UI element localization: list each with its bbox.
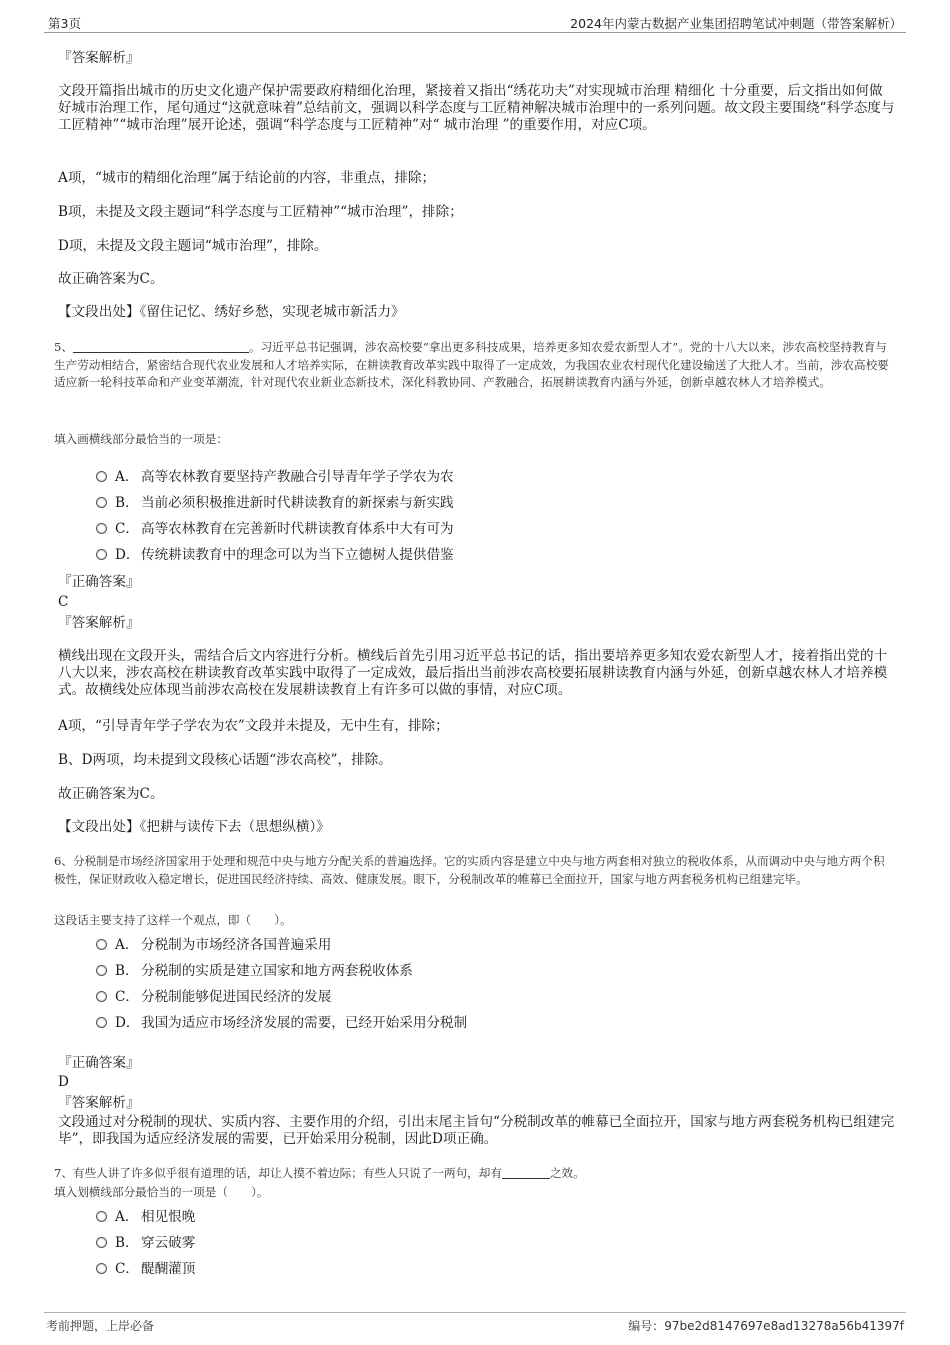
q5-option-bd-analysis: B、D两项，均未提到文段核心话题“涉农高校”，排除。 [58,752,392,768]
radio-icon[interactable] [96,991,107,1002]
radio-icon[interactable] [96,965,107,976]
q5-prompt: 填入画横线部分最恰当的一项是： [54,432,228,446]
q4-conclusion: 故正确答案为C。 [58,271,164,287]
q5-number: 5、 [54,340,73,354]
q7-question-text: 7、有些人讲了许多似乎很有道理的话，却让人摸不着边际；有些人只说了一两句，却有 之效。 [54,1166,585,1180]
radio-icon[interactable] [96,471,107,482]
q4-option-a-analysis: A项，“城市的精细化治理”属于结论前的内容，非重点，排除； [58,170,436,186]
q5-option-a[interactable]: A． 高等农林教育要坚持产教融合引导青年学子学农为农 [96,468,454,486]
radio-icon[interactable] [96,497,107,508]
q6-option-a[interactable]: A． 分税制为市场经济各国普遍采用 [96,936,331,954]
q5-option-a-analysis: A项，“引导青年学子学农为农”文段并未提及，无中生有，排除； [58,718,449,734]
q5-analysis-label: 『答案解析』 [58,615,140,631]
q5-answer: C [58,594,69,610]
q7-option-c[interactable]: C． 醍醐灌顶 [96,1260,195,1278]
page-footer [44,1312,906,1337]
radio-icon[interactable] [96,523,107,534]
q5-answer-label: 『正确答案』 [58,574,140,590]
q5-conclusion: 故正确答案为C。 [58,786,164,802]
q6-option-b[interactable]: B． 分税制的实质是建立国家和地方两套税收体系 [96,962,413,980]
q5-option-c[interactable]: C． 高等农林教育在完善新时代耕读教育体系中大有可为 [96,520,454,538]
radio-icon[interactable] [96,939,107,950]
q6-prompt: 这段话主要支持了这样一个观点，即（ ）。 [54,913,292,927]
q5-blank [73,340,249,353]
radio-icon[interactable] [96,1237,107,1248]
q7-option-a[interactable]: A． 相见恨晚 [96,1208,195,1226]
q6-question-text: 6、分税制是市场经济国家用于处理和规范中央与地方分配关系的普遍选择。它的实质内容是建立中央与地方两套相对独立的税收体系，从而调动中央与地方两个积极性，保证财政收入稳定增长，促进国民经济持续、高效、健康发展。眼下，分税制改革的帷幕已全面拉开，国家与地方两套税务机构已组建完毕。 [54,854,885,886]
q6-analysis-text: 文段通过对分税制的现状、实质内容、主要作用的介绍，引出末尾主旨句“分税制改革的帷幕已全面拉开，国家与地方两套税务机构已组建完毕”，即我国为适应经济发展的需要，已开始采用分税制，因此D项正确。 [58,1114,895,1147]
q5-option-d[interactable]: D． 传统耕读教育中的理念可以为当下立德树人提供借鉴 [96,546,454,564]
q6-option-d[interactable]: D． 我国为适应市场经济发展的需要，已经开始采用分税制 [96,1014,467,1032]
q6-answer: D [58,1074,69,1090]
footer-slogan: 考前押题，上岸必备 [46,1319,155,1333]
q7-prompt: 填入划横线部分最恰当的一项是（ ）。 [54,1185,269,1199]
document-title: 2024年内蒙古数据产业集团招聘笔试冲刺题（带答案解析） [570,16,902,31]
q5-passage: 。习近平总书记强调，涉农高校要“拿出更多科技成果，培养更多知农爱农新型人才”。党的十八大以来，涉农高校坚持教育与生产劳动相结合，紧密结合现代农业发展和人才培养实际，在耕读教育改革实践中取得了一定成效，为我国农业农村现代化建设输送了大批人才。当前，涉农高校要适应新一轮科技革命和产业变革潮流，针对现代农业新业态新技术，深化科教协同、产教融合，拓展耕读教育内涵与外延，创新卓越农林人才培养模式。 [54,340,889,389]
q4-option-b-analysis: B项，未提及文段主题词“科学态度与工匠精神”“城市治理”，排除； [58,204,463,220]
radio-icon[interactable] [96,549,107,560]
page-header [44,14,906,33]
q5-option-b[interactable]: B． 当前必须积极推进新时代耕读教育的新探索与新实践 [96,494,454,512]
q6-option-c[interactable]: C． 分税制能够促进国民经济的发展 [96,988,331,1006]
q4-analysis-label: 『答案解析』 [58,50,140,66]
document-id: 编号：97be2d8147697e8ad13278a56b41397f [628,1319,904,1333]
q4-analysis-text: 文段开篇指出城市的历史文化遗产保护需要政府精细化治理，紧接着又指出“绣花功夫”对实现城市治理 精细化 十分重要，后文指出如何做好城市治理工作，尾句通过“这就意味着”总结前文，强调以科学态度与工匠精神解决城市治理中的一系列问题。故文段主要围绕“科学态度与工匠精神”“城市治理”展开论述，强调“科学态度与工匠精神”对“ 城市治理 ”的重要作用，对应C项。 [58,83,895,133]
q7-blank [502,1166,550,1179]
q5-source: 【文段出处】《把耕与读传下去（思想纵横）》 [58,819,330,835]
radio-icon[interactable] [96,1017,107,1028]
q6-analysis-label: 『答案解析』 [58,1095,140,1111]
q4-option-d-analysis: D项，未提及文段主题词“城市治理”，排除。 [58,238,328,254]
page-number: 第3页 [48,16,81,31]
radio-icon[interactable] [96,1211,107,1222]
q4-source: 【文段出处】《留住记忆、绣好乡愁，实现老城市新活力》 [58,304,405,320]
q5-question-text [54,339,896,392]
q7-option-b[interactable]: B． 穿云破雾 [96,1234,195,1252]
q5-analysis-text: 横线出现在文段开头，需结合后文内容进行分析。横线后首先引用习近平总书记的话，指出要培养更多知农爱农新型人才，接着指出党的十八大以来，涉农高校在耕读教育改革实践中取得了一定成效，最后指出当前涉农高校要拓展耕读教育内涵与外延，创新卓越农林人才培养模式。故横线处应体现当前涉农高校在发展耕读教育上有许多可以做的事情，对应C项。 [58,648,888,698]
radio-icon[interactable] [96,1263,107,1274]
q6-answer-label: 『正确答案』 [58,1055,140,1071]
